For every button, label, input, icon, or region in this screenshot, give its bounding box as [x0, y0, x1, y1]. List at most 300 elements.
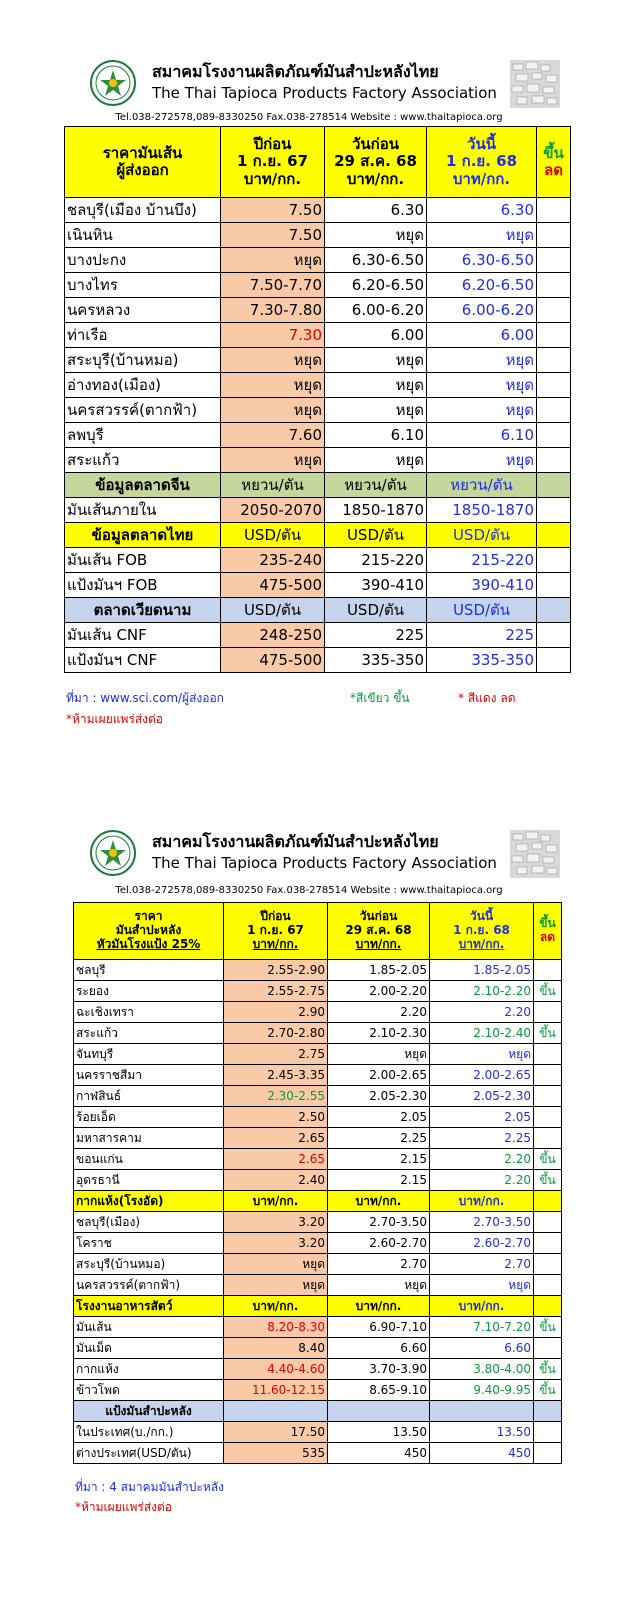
- row-today: หยุด: [427, 373, 537, 398]
- prev-year-unit: บาท/กก.: [243, 169, 302, 188]
- feed-unit-change: [534, 1296, 562, 1317]
- header2-prev-day: [328, 903, 430, 960]
- row-change: [534, 1107, 562, 1128]
- table-row: [74, 1149, 562, 1170]
- row-change: ขึ้น: [534, 1170, 562, 1191]
- row-name: ต่างประเทศ(USD/ตัน): [74, 1443, 224, 1464]
- row-prev-day: 215-220: [325, 548, 427, 573]
- prev-day-date: 29 ส.ค. 68: [334, 152, 417, 171]
- row-change: [537, 448, 571, 473]
- row-change: [537, 373, 571, 398]
- row-today: 6.30-6.50: [427, 248, 537, 273]
- china-unit-prev-day: หยวน/ตัน: [325, 473, 427, 498]
- table-row: [74, 1233, 562, 1254]
- row-prev-day: 8.65-9.10: [328, 1380, 430, 1401]
- table-row: [74, 1002, 562, 1023]
- row-today: 335-350: [427, 648, 537, 673]
- row-today: 2.00-2.65: [430, 1065, 534, 1086]
- row-change: [534, 1254, 562, 1275]
- header-prev-year: [221, 127, 325, 198]
- row-name: มหาสารคาม: [74, 1128, 224, 1149]
- row-name: อ่างทอง(เมือง): [65, 373, 221, 398]
- row-prev-year: 11.60-12.15: [224, 1380, 328, 1401]
- row-change: [534, 1128, 562, 1149]
- thai-section-row: [65, 523, 571, 548]
- row-prev-day: 6.10: [325, 423, 427, 448]
- row-prev-year: 2.55-2.90: [224, 960, 328, 981]
- row-today: 7.10-7.20: [430, 1317, 534, 1338]
- prev-day-unit: บาท/กก.: [346, 169, 405, 188]
- row-prev-day: 6.00: [325, 323, 427, 348]
- row-name: มันเส้น FOB: [65, 548, 221, 573]
- prev-year-title-2: ปีก่อน: [260, 909, 291, 924]
- prev-day-date-2: 29 ส.ค. 68: [345, 923, 412, 938]
- row-name: นครสวรรค์(ตากฟ้า): [65, 398, 221, 423]
- row-prev-day: 13.50: [328, 1422, 430, 1443]
- row-name: แป้งมันฯ CNF: [65, 648, 221, 673]
- row-prev-year: 7.50: [221, 223, 325, 248]
- tapioca-chips-photo-icon: [510, 830, 560, 878]
- table-row: [74, 1359, 562, 1380]
- table-row: [74, 1422, 562, 1443]
- row-today: หยุด: [427, 448, 537, 473]
- today-title-2: วันนี้: [469, 909, 494, 924]
- row-prev-day: หยุด: [328, 1044, 430, 1065]
- thai-unit-prev-year: USD/ตัน: [221, 523, 325, 548]
- row-prev-year: 8.20-8.30: [224, 1317, 328, 1338]
- contact-line-2: Tel.038-272578,089-8330250 Fax.038-278514 Website : www.thaitapioca.org: [115, 885, 503, 896]
- association-name-en: The Thai Tapioca Products Factory Association: [152, 84, 497, 102]
- row-prev-day: 2.00-2.65: [328, 1065, 430, 1086]
- row-name: ชลบุรี(เมือง): [74, 1212, 224, 1233]
- row-prev-day: 335-350: [325, 648, 427, 673]
- vietnam-section-row: [65, 598, 571, 623]
- china-unit-today: หยวน/ตัน: [427, 473, 537, 498]
- row-change: [537, 273, 571, 298]
- row-change: [537, 298, 571, 323]
- down-label: ลด: [544, 161, 563, 179]
- header2-prev-year: [224, 903, 328, 960]
- row-name: แป้งมันฯ FOB: [65, 573, 221, 598]
- table-row: [65, 273, 571, 298]
- prev-day-unit-2: บาท/กก.: [355, 936, 402, 951]
- row-prev-day: หยุด: [325, 348, 427, 373]
- row-prev-day: 1850-1870: [325, 498, 427, 523]
- row-prev-day: 3.70-3.90: [328, 1359, 430, 1380]
- row-today: 2.05: [430, 1107, 534, 1128]
- row-change: [534, 1275, 562, 1296]
- table-header-row: [65, 127, 571, 198]
- row-name: มันเส้น: [74, 1317, 224, 1338]
- feed-section-title: โรงงานอาหารสัตว์: [74, 1296, 224, 1317]
- row-name: ชลบุรี(เมือง บ้านบึง): [65, 198, 221, 223]
- china-unit-prev-year: หยวน/ตัน: [221, 473, 325, 498]
- warning-note-1: *ห้ามเผยแพร่ส่งต่อ: [66, 712, 163, 726]
- header2-label-line2: มันสำปะหลัง: [115, 923, 182, 938]
- row-prev-year: หยุด: [221, 248, 325, 273]
- today-date: 1 ก.ย. 68: [445, 152, 518, 171]
- row-today: 2.70-3.50: [430, 1212, 534, 1233]
- row-change: [537, 423, 571, 448]
- prev-year-unit-2: บาท/กก.: [252, 936, 299, 951]
- row-name: อุดรธานี: [74, 1170, 224, 1191]
- row-today: 6.00-6.20: [427, 298, 537, 323]
- china-section-title: ข้อมูลตลาดจีน: [65, 473, 221, 498]
- table-row: [65, 323, 571, 348]
- row-prev-year: 2.30-2.55: [224, 1086, 328, 1107]
- prev-year-date-2: 1 ก.ย. 67: [247, 923, 304, 938]
- row-prev-year: 2.65: [224, 1149, 328, 1170]
- row-prev-day: 6.90-7.10: [328, 1317, 430, 1338]
- row-name: ลพบุรี: [65, 423, 221, 448]
- row-today: หยุด: [430, 1275, 534, 1296]
- vietnam-section-title: ตลาดเวียดนาม: [65, 598, 221, 623]
- row-change: ขึ้น: [534, 1380, 562, 1401]
- header2-label-line1: ราคา: [134, 909, 163, 924]
- row-prev-day: 2.05: [328, 1107, 430, 1128]
- row-name: ร้อยเอ็ด: [74, 1107, 224, 1128]
- row-name: นครราชสีมา: [74, 1065, 224, 1086]
- header-label: [65, 127, 221, 198]
- table-row: [74, 1317, 562, 1338]
- row-change: [537, 648, 571, 673]
- row-change: [537, 573, 571, 598]
- row-prev-year: 535: [224, 1443, 328, 1464]
- row-name: สระบุรี(บ้านหมอ): [74, 1254, 224, 1275]
- row-name: ระยอง: [74, 981, 224, 1002]
- row-name: กาฬสินธ์: [74, 1086, 224, 1107]
- row-prev-day: 2.25: [328, 1128, 430, 1149]
- association-logo-icon: [90, 60, 136, 106]
- row-today: 2.20: [430, 1002, 534, 1023]
- row-today: 2.25: [430, 1128, 534, 1149]
- row-today: 2.70: [430, 1254, 534, 1275]
- feed-unit-today: บาท/กก.: [430, 1296, 534, 1317]
- row-change: [537, 198, 571, 223]
- row-name: มันเส้น CNF: [65, 623, 221, 648]
- header2-label-line3: หัวมันโรงแป้ง 25%: [96, 936, 201, 951]
- chips-unit-change: [534, 1191, 562, 1212]
- table-row: [65, 298, 571, 323]
- row-prev-year: 7.50-7.70: [221, 273, 325, 298]
- row-today: 2.20: [430, 1149, 534, 1170]
- row-today: 225: [427, 623, 537, 648]
- row-today: หยุด: [427, 348, 537, 373]
- row-name: เนินหิน: [65, 223, 221, 248]
- header2-change: [534, 903, 562, 960]
- table-row: [74, 1023, 562, 1044]
- header-label-line2: ผู้ส่งออก: [116, 161, 169, 179]
- up-label: ขึ้น: [543, 143, 564, 162]
- today-date-2: 1 ก.ย. 68: [453, 923, 510, 938]
- up-label-2: ขึ้น: [539, 916, 556, 931]
- table-row: [74, 1443, 562, 1464]
- row-today: หยุด: [427, 398, 537, 423]
- table-row: [65, 648, 571, 673]
- row-today: 6.10: [427, 423, 537, 448]
- table-row: [65, 498, 571, 523]
- row-today: 13.50: [430, 1422, 534, 1443]
- table-row: [74, 1275, 562, 1296]
- starch-blank-4: [534, 1401, 562, 1422]
- row-prev-year: 2.70-2.80: [224, 1023, 328, 1044]
- row-change: ขึ้น: [534, 981, 562, 1002]
- association-name-en-2: The Thai Tapioca Products Factory Association: [152, 854, 497, 872]
- row-today: 450: [430, 1443, 534, 1464]
- row-prev-year: 4.40-4.60: [224, 1359, 328, 1380]
- table-row: [74, 1107, 562, 1128]
- row-prev-day: 2.70: [328, 1254, 430, 1275]
- row-name: มันเส้นภายใน: [65, 498, 221, 523]
- vietnam-unit-prev-year: USD/ตัน: [221, 598, 325, 623]
- table-row: [65, 423, 571, 448]
- row-change: [537, 323, 571, 348]
- source-note-2: ที่มา : 4 สมาคมมันสำปะหลัง: [75, 1480, 224, 1494]
- table-row: [74, 1170, 562, 1191]
- row-name: สระแก้ว: [74, 1023, 224, 1044]
- prev-year-title: ปีก่อน: [253, 135, 292, 154]
- row-prev-year: 2.40: [224, 1170, 328, 1191]
- row-prev-year: 2.45-3.35: [224, 1065, 328, 1086]
- table-row: [65, 348, 571, 373]
- starch-blank-1: [224, 1401, 328, 1422]
- row-prev-year: 7.30: [221, 323, 325, 348]
- header-change: [537, 127, 571, 198]
- association-name-th-2: สมาคมโรงงานผลิตภัณฑ์มันสำปะหลังไทย: [152, 832, 439, 851]
- feed-unit-prev-day: บาท/กก.: [328, 1296, 430, 1317]
- row-prev-day: 2.15: [328, 1149, 430, 1170]
- row-name: นครสวรรค์(ตากฟ้า): [74, 1275, 224, 1296]
- row-prev-year: 2.75: [224, 1044, 328, 1065]
- green-note: *สีเขียว ขึ้น: [350, 691, 410, 705]
- row-change: [534, 1212, 562, 1233]
- row-today: 390-410: [427, 573, 537, 598]
- row-prev-year: 7.50: [221, 198, 325, 223]
- thai-unit-change: [537, 523, 571, 548]
- table-row: [65, 373, 571, 398]
- row-prev-day: 390-410: [325, 573, 427, 598]
- table-row: [74, 1128, 562, 1149]
- row-prev-day: 6.60: [328, 1338, 430, 1359]
- row-today: 6.30: [427, 198, 537, 223]
- feed-section-row: [74, 1296, 562, 1317]
- vietnam-unit-prev-day: USD/ตัน: [325, 598, 427, 623]
- row-name: ท่าเรือ: [65, 323, 221, 348]
- row-today: หยุด: [427, 223, 537, 248]
- table-row: [65, 248, 571, 273]
- row-change: [537, 398, 571, 423]
- row-prev-day: 2.10-2.30: [328, 1023, 430, 1044]
- row-name: โคราช: [74, 1233, 224, 1254]
- row-name: จันทบุรี: [74, 1044, 224, 1065]
- row-prev-year: 248-250: [221, 623, 325, 648]
- table2-header-row: [74, 903, 562, 960]
- row-name: ฉะเชิงเทรา: [74, 1002, 224, 1023]
- chips-section-title: กากแห้ง(โรงอัด): [74, 1191, 224, 1212]
- row-prev-day: 225: [325, 623, 427, 648]
- chips-unit-prev-day: บาท/กก.: [328, 1191, 430, 1212]
- table-row: [74, 1254, 562, 1275]
- table-row: [74, 1338, 562, 1359]
- row-today: 2.20: [430, 1170, 534, 1191]
- red-note: * สีแดง ลด: [458, 691, 516, 705]
- row-today: 9.40-9.95: [430, 1380, 534, 1401]
- row-prev-day: 6.00-6.20: [325, 298, 427, 323]
- chips-unit-today: บาท/กก.: [430, 1191, 534, 1212]
- row-change: ขึ้น: [534, 1317, 562, 1338]
- china-section-row: [65, 473, 571, 498]
- starch-blank-2: [328, 1401, 430, 1422]
- chips-unit-prev-year: บาท/กก.: [224, 1191, 328, 1212]
- table-row: [65, 573, 571, 598]
- row-change: [537, 498, 571, 523]
- row-today: 6.60: [430, 1338, 534, 1359]
- header-1: [0, 60, 618, 118]
- row-change: [534, 960, 562, 981]
- thai-unit-prev-day: USD/ตัน: [325, 523, 427, 548]
- row-today: 2.10-2.40: [430, 1023, 534, 1044]
- header-prev-day: [325, 127, 427, 198]
- prev-year-date: 1 ก.ย. 67: [236, 152, 309, 171]
- table-row: [74, 1086, 562, 1107]
- row-prev-day: 2.60-2.70: [328, 1233, 430, 1254]
- row-prev-year: 475-500: [221, 648, 325, 673]
- row-prev-year: หยุด: [224, 1254, 328, 1275]
- row-prev-day: 1.85-2.05: [328, 960, 430, 981]
- tapioca-chips-photo-icon: [510, 60, 560, 108]
- row-prev-day: 450: [328, 1443, 430, 1464]
- row-change: [534, 1233, 562, 1254]
- row-change: [534, 1086, 562, 1107]
- row-prev-year: 7.60: [221, 423, 325, 448]
- row-prev-year: หยุด: [221, 398, 325, 423]
- row-name: ชลบุรี: [74, 960, 224, 981]
- row-prev-day: 2.15: [328, 1170, 430, 1191]
- row-prev-year: 2.65: [224, 1128, 328, 1149]
- row-name: สระบุรี(บ้านหมอ): [65, 348, 221, 373]
- row-prev-day: หยุด: [325, 223, 427, 248]
- header2-label: [74, 903, 224, 960]
- table-row: [65, 548, 571, 573]
- row-today: 215-220: [427, 548, 537, 573]
- header-label-line1: ราคามันเส้น: [102, 143, 183, 162]
- row-prev-day: หยุด: [328, 1275, 430, 1296]
- table-row: [74, 960, 562, 981]
- row-name: นครหลวง: [65, 298, 221, 323]
- row-prev-day: 6.20-6.50: [325, 273, 427, 298]
- starch-section-title: แป้งมันสำปะหลัง: [74, 1401, 224, 1422]
- row-prev-year: 2.90: [224, 1002, 328, 1023]
- today-unit-2: บาท/กก.: [458, 936, 505, 951]
- row-today: 2.05-2.30: [430, 1086, 534, 1107]
- row-today: 3.80-4.00: [430, 1359, 534, 1380]
- row-change: [534, 1422, 562, 1443]
- row-today: 6.20-6.50: [427, 273, 537, 298]
- row-change: [537, 548, 571, 573]
- row-change: [534, 1443, 562, 1464]
- source-note-1: ที่มา : www.sci.com/ผู้ส่งออก: [66, 691, 224, 705]
- table-row: [74, 1212, 562, 1233]
- row-name: บางไทร: [65, 273, 221, 298]
- cassava-chips-price-table: [64, 126, 571, 673]
- table-row: [65, 223, 571, 248]
- row-change: [537, 248, 571, 273]
- row-change: [537, 623, 571, 648]
- row-prev-year: 475-500: [221, 573, 325, 598]
- row-change: ขึ้น: [534, 1149, 562, 1170]
- down-label-2: ลด: [539, 930, 556, 944]
- row-prev-year: 235-240: [221, 548, 325, 573]
- row-today: 6.00: [427, 323, 537, 348]
- row-prev-day: 2.00-2.20: [328, 981, 430, 1002]
- header-today: [427, 127, 537, 198]
- prev-day-title-2: วันก่อน: [359, 909, 398, 924]
- header-2: [0, 830, 618, 888]
- row-change: ขึ้น: [534, 1023, 562, 1044]
- thai-unit-today: USD/ตัน: [427, 523, 537, 548]
- row-prev-year: หยุด: [221, 348, 325, 373]
- contact-line-1: Tel.038-272578,089-8330250 Fax.038-278514 Website : www.thaitapioca.org: [115, 112, 503, 123]
- today-title: วันนี้: [467, 135, 496, 154]
- row-prev-year: 2.50: [224, 1107, 328, 1128]
- association-name-th: สมาคมโรงงานผลิตภัณฑ์มันสำปะหลังไทย: [152, 62, 439, 81]
- row-today: 2.60-2.70: [430, 1233, 534, 1254]
- row-name: ข้าวโพด: [74, 1380, 224, 1401]
- row-today: หยุด: [430, 1044, 534, 1065]
- row-change: [534, 1065, 562, 1086]
- today-unit: บาท/กก.: [452, 169, 511, 188]
- row-name: ขอนแก่น: [74, 1149, 224, 1170]
- row-change: [534, 1002, 562, 1023]
- table-row: [65, 198, 571, 223]
- table-row: [65, 398, 571, 423]
- row-prev-year: 17.50: [224, 1422, 328, 1443]
- table-row: [74, 1044, 562, 1065]
- row-prev-year: หยุด: [224, 1275, 328, 1296]
- row-change: ขึ้น: [534, 1359, 562, 1380]
- row-prev-day: 6.30: [325, 198, 427, 223]
- row-name: กากแห้ง: [74, 1359, 224, 1380]
- row-change: [537, 348, 571, 373]
- row-prev-day: 2.20: [328, 1002, 430, 1023]
- header2-today: [430, 903, 534, 960]
- row-change: [534, 1338, 562, 1359]
- table-row: [74, 1065, 562, 1086]
- row-name: บางปะกง: [65, 248, 221, 273]
- table-row: [65, 623, 571, 648]
- row-prev-day: หยุด: [325, 448, 427, 473]
- row-prev-year: 7.30-7.80: [221, 298, 325, 323]
- row-prev-day: 2.05-2.30: [328, 1086, 430, 1107]
- row-prev-day: 2.70-3.50: [328, 1212, 430, 1233]
- row-prev-day: หยุด: [325, 373, 427, 398]
- row-name: ในประเทศ(บ./กก.): [74, 1422, 224, 1443]
- table-row: [65, 448, 571, 473]
- vietnam-unit-today: USD/ตัน: [427, 598, 537, 623]
- row-prev-year: 2050-2070: [221, 498, 325, 523]
- row-prev-year: หยุด: [221, 448, 325, 473]
- row-today: 2.10-2.20: [430, 981, 534, 1002]
- warning-note-2: *ห้ามเผยแพร่ส่งต่อ: [75, 1500, 172, 1514]
- starch-section-row: [74, 1401, 562, 1422]
- starch-blank-3: [430, 1401, 534, 1422]
- table-row: [74, 981, 562, 1002]
- row-today: 1.85-2.05: [430, 960, 534, 981]
- row-name: มันเม็ด: [74, 1338, 224, 1359]
- vietnam-unit-change: [537, 598, 571, 623]
- row-prev-year: หยุด: [221, 373, 325, 398]
- row-prev-year: 8.40: [224, 1338, 328, 1359]
